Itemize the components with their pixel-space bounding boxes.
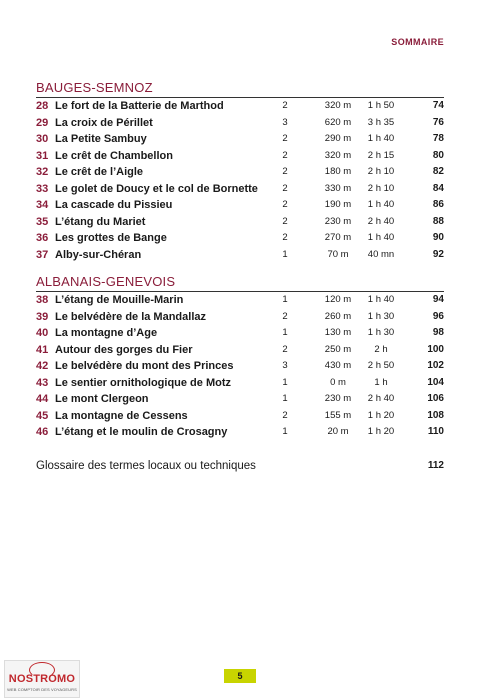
walk-title: L’étang et le moulin de Crosagny	[55, 426, 228, 438]
page-reference: 80	[432, 149, 444, 161]
walk-number: 34	[36, 199, 49, 211]
walk-duration: 1 h 40	[367, 294, 395, 305]
walk-title: Le sentier ornithologique de Motz	[55, 376, 231, 389]
walk-number: 46	[36, 426, 49, 438]
walk-duration: 3 h 35	[367, 116, 395, 128]
toc-row[interactable]	[36, 148, 444, 165]
elevation-gain: 230 m	[324, 215, 352, 227]
walk-number: 30	[36, 133, 49, 145]
toc-row[interactable]	[36, 230, 444, 247]
walk-duration: 2 h	[374, 343, 388, 355]
walk-title: Le crêt de l’Aigle	[55, 166, 144, 178]
difficulty-level: 2	[282, 199, 288, 210]
walk-title: Alby-sur-Chéran	[55, 248, 142, 261]
elevation-gain: 70 m	[327, 248, 349, 260]
page-reference: 78	[432, 133, 444, 144]
walk-duration: 1 h 40	[367, 232, 395, 243]
toc-row[interactable]	[36, 247, 444, 264]
difficulty-level: 2	[282, 215, 288, 227]
difficulty-level: 2	[282, 310, 288, 322]
walk-duration: 2 h 40	[367, 215, 395, 227]
page-reference: 104	[427, 376, 444, 388]
difficulty-level: 2	[282, 343, 288, 355]
page-reference: 100	[427, 343, 444, 355]
walk-title: L’étang du Mariet	[55, 215, 146, 228]
elevation-gain: 250 m	[324, 343, 352, 355]
difficulty-level: 2	[282, 409, 288, 421]
elevation-gain: 290 m	[324, 133, 352, 144]
toc-row[interactable]	[36, 197, 444, 214]
walk-number: 32	[36, 166, 49, 178]
difficulty-level: 1	[282, 327, 288, 338]
glossary-page: 112	[427, 460, 444, 471]
toc-section-title: BAUGES-SEMNOZ	[36, 80, 444, 98]
walk-duration: 1 h 20	[367, 409, 395, 421]
walk-title: Le belvédère de la Mandallaz	[55, 310, 207, 323]
walk-title: Le crêt de Chambellon	[55, 149, 173, 162]
walk-title: Le belvédère du mont des Princes	[55, 360, 234, 372]
walk-number: 43	[36, 376, 49, 389]
difficulty-level: 2	[282, 182, 288, 194]
elevation-gain: 270 m	[324, 232, 352, 243]
page-reference: 86	[432, 199, 444, 210]
toc-section-bauges-semnoz	[36, 80, 444, 263]
elevation-gain: 230 m	[324, 393, 352, 404]
walk-duration: 1 h 50	[367, 100, 395, 111]
walk-number: 28	[36, 100, 49, 112]
toc-row[interactable]	[36, 309, 444, 326]
walk-duration: 2 h 15	[367, 149, 395, 161]
section-header-label: SOMMAIRE	[391, 37, 444, 47]
walk-duration: 1 h 30	[367, 310, 395, 322]
walk-number: 38	[36, 294, 49, 306]
toc-section-albanais-genevois	[36, 274, 444, 441]
walk-duration: 40 mn	[367, 248, 395, 260]
difficulty-level: 1	[282, 393, 288, 404]
difficulty-level: 2	[282, 166, 288, 177]
walk-number: 45	[36, 409, 49, 422]
walk-number: 35	[36, 215, 49, 228]
toc-row[interactable]	[36, 358, 444, 375]
toc-row[interactable]	[36, 292, 444, 309]
page-reference: 88	[432, 215, 444, 227]
page-reference: 74	[432, 100, 444, 111]
difficulty-level: 1	[282, 376, 288, 388]
elevation-gain: 190 m	[324, 199, 352, 210]
walk-duration: 1 h 20	[367, 426, 395, 437]
page-reference: 98	[432, 327, 444, 338]
walk-number: 31	[36, 149, 49, 162]
page-reference: 76	[432, 116, 444, 128]
elevation-gain: 320 m	[324, 100, 352, 111]
page-reference: 82	[432, 166, 444, 177]
toc-row[interactable]	[36, 131, 444, 148]
toc-row[interactable]	[36, 164, 444, 181]
walk-title: Le fort de la Batterie de Marthod	[55, 100, 224, 112]
difficulty-level: 3	[282, 360, 288, 371]
page-reference: 96	[432, 310, 444, 322]
walk-number: 44	[36, 393, 49, 405]
elevation-gain: 430 m	[324, 360, 352, 371]
walk-duration: 1 h 30	[367, 327, 395, 338]
page-reference: 110	[427, 426, 444, 437]
page-reference: 92	[432, 248, 444, 260]
toc-row[interactable]	[36, 408, 444, 425]
glossary-entry[interactable]	[36, 458, 444, 474]
nostromo-logo	[4, 660, 80, 698]
difficulty-level: 3	[282, 116, 288, 128]
toc-row[interactable]	[36, 325, 444, 342]
difficulty-level: 2	[282, 133, 288, 144]
walk-title: La cascade du Pissieu	[55, 199, 173, 211]
toc-row[interactable]	[36, 391, 444, 408]
toc-row[interactable]	[36, 98, 444, 115]
difficulty-level: 1	[282, 248, 288, 260]
walk-number: 33	[36, 182, 49, 195]
toc-row[interactable]	[36, 115, 444, 132]
toc-row[interactable]	[36, 181, 444, 198]
walk-number: 40	[36, 327, 49, 339]
walk-number: 37	[36, 248, 49, 261]
elevation-gain: 130 m	[324, 327, 352, 338]
walk-duration: 2 h 40	[367, 393, 395, 404]
page-number-badge: 5	[224, 669, 256, 683]
walk-duration: 1 h 40	[367, 133, 395, 144]
difficulty-level: 2	[282, 149, 288, 161]
toc-rows	[36, 292, 444, 441]
walk-number: 39	[36, 310, 49, 323]
logo-name: NOSTROMO	[8, 673, 76, 685]
walk-title: Les grottes de Bange	[55, 232, 167, 244]
elevation-gain: 0 m	[330, 376, 346, 388]
toc-row[interactable]	[36, 342, 444, 359]
elevation-gain: 260 m	[324, 310, 352, 322]
page-reference: 84	[432, 182, 444, 194]
toc-row[interactable]	[36, 424, 444, 441]
page-reference: 102	[427, 360, 444, 371]
page-reference: 108	[427, 409, 444, 421]
walk-title: Le golet de Doucy et le col de Bornette	[55, 182, 258, 195]
glossary-label: Glossaire des termes locaux ou techniques	[36, 460, 256, 472]
walk-duration: 1 h	[374, 376, 388, 388]
difficulty-level: 1	[282, 426, 288, 437]
difficulty-level: 2	[282, 100, 288, 111]
walk-title: L’étang de Mouille-Marin	[55, 294, 184, 306]
toc-rows	[36, 98, 444, 263]
logo-tagline: WEB COMPTOIR DES VOYAGEURS	[7, 687, 77, 692]
page-reference: 90	[432, 232, 444, 243]
elevation-gain: 320 m	[324, 149, 352, 161]
elevation-gain: 20 m	[327, 426, 349, 437]
walk-title: La montagne d’Age	[55, 327, 158, 339]
walk-number: 41	[36, 343, 49, 356]
page-reference: 94	[432, 294, 444, 305]
walk-title: Le mont Clergeon	[55, 393, 149, 405]
walk-number: 29	[36, 116, 49, 129]
elevation-gain: 120 m	[324, 294, 352, 305]
difficulty-level: 1	[282, 294, 288, 305]
walk-number: 42	[36, 360, 49, 372]
elevation-gain: 330 m	[324, 182, 352, 194]
walk-title: La Petite Sambuy	[55, 133, 147, 145]
walk-title: La montagne de Cessens	[55, 409, 188, 422]
difficulty-level: 2	[282, 232, 288, 243]
page-reference: 106	[427, 393, 444, 404]
toc-row[interactable]	[36, 375, 444, 392]
walk-title: La croix de Périllet	[55, 116, 153, 129]
walk-duration: 2 h 10	[367, 182, 395, 194]
elevation-gain: 620 m	[324, 116, 352, 128]
walk-duration: 1 h 40	[367, 199, 395, 210]
walk-number: 36	[36, 232, 49, 244]
walk-title: Autour des gorges du Fier	[55, 343, 193, 356]
toc-section-title: ALBANAIS-GENEVOIS	[36, 274, 444, 292]
elevation-gain: 180 m	[324, 166, 352, 177]
walk-duration: 2 h 10	[367, 166, 395, 177]
walk-duration: 2 h 50	[367, 360, 395, 371]
toc-row[interactable]	[36, 214, 444, 231]
elevation-gain: 155 m	[324, 409, 352, 421]
